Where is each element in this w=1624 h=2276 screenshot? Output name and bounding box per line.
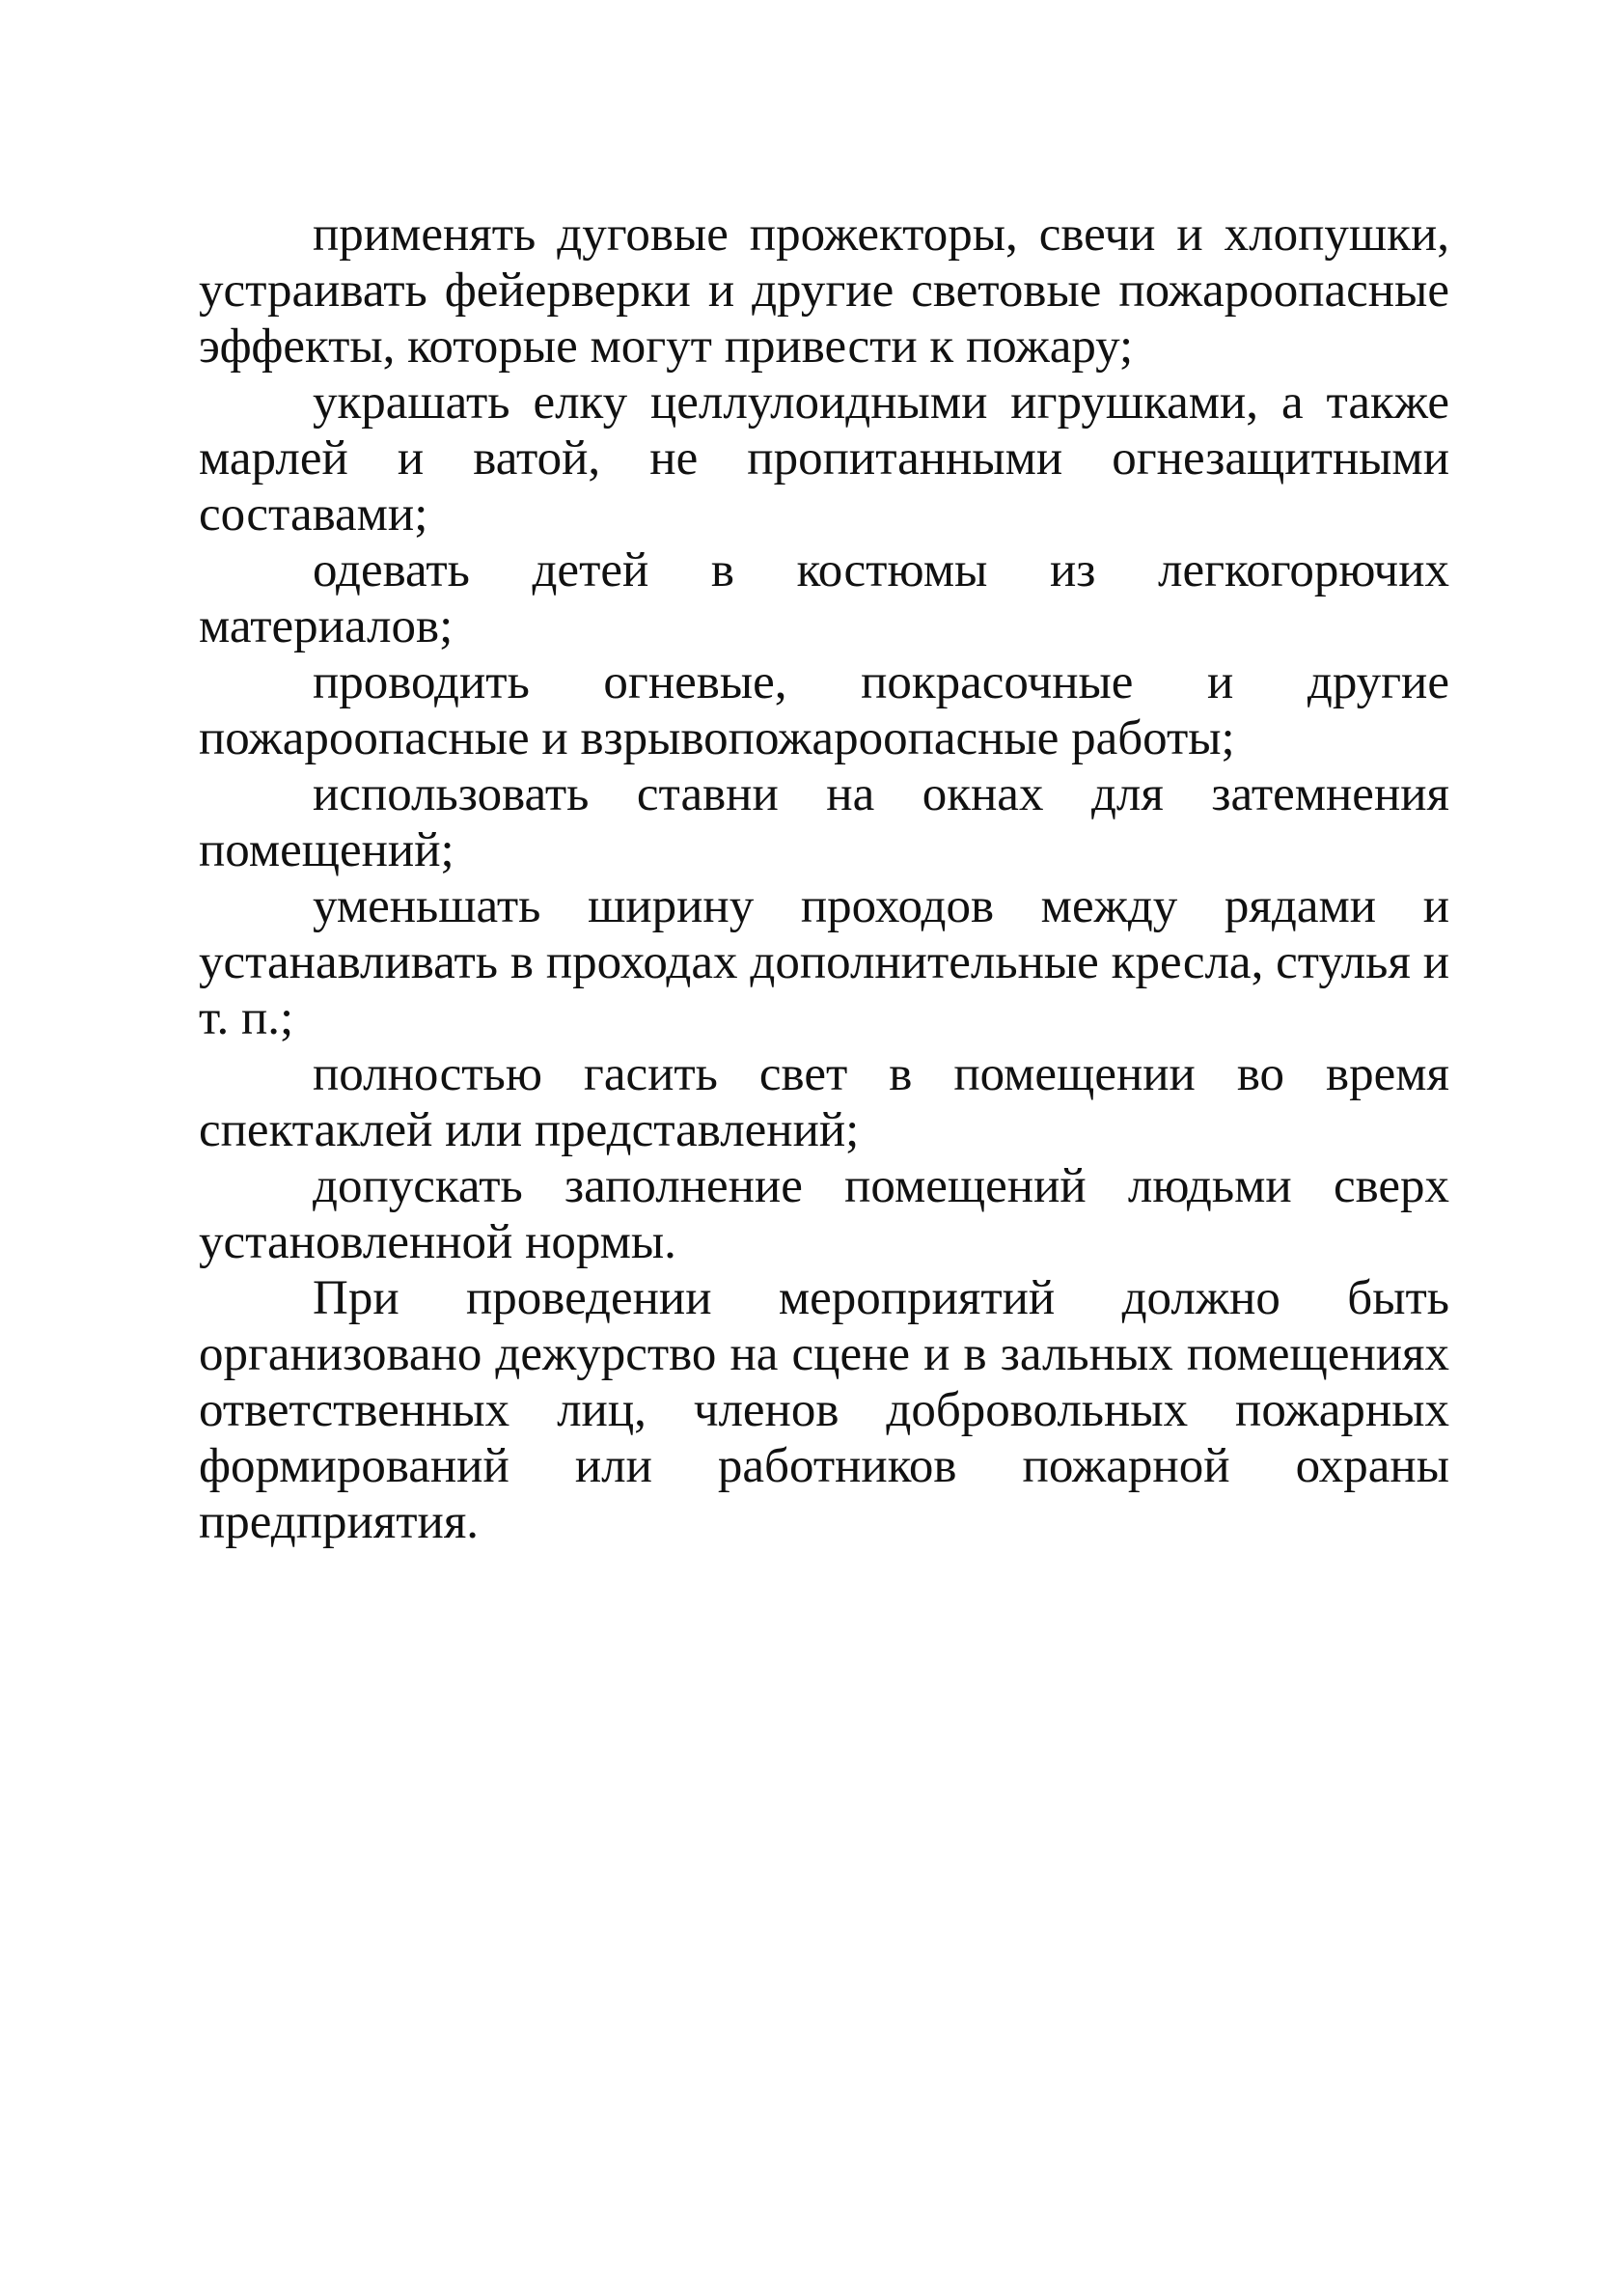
paragraph-hot-work: проводить огневые, покрасочные и другие пожароопасные и взрывопожароопасные работы; <box>199 655 1449 765</box>
paragraph-tree-decorations: украшать елку целлулоидными игрушками, а также марлей и ватой, не пропитанными огнезащитными составами; <box>199 375 1449 541</box>
paragraph-shutters: использовать ставни на окнах для затемнения помещений; <box>199 767 1449 877</box>
paragraph-arc-lights: применять дуговые прожекторы, свечи и хлопушки, устраивать фейерверки и другие световые пожароопасные эффекты, которые могут привести к пожару; <box>199 208 1449 374</box>
paragraph-occupancy: допускать заполнение помещений людьми сверх установленной нормы. <box>199 1159 1449 1269</box>
paragraph-duty: При проведении мероприятий должно быть организовано дежурство на сцене и в зальных помещениях ответственных лиц, членов добровольных пожарных формирований или работников пожарной охраны предприятия. <box>199 1271 1449 1549</box>
paragraph-costumes: одевать детей в костюмы из легкогорючих материалов; <box>199 543 1449 653</box>
paragraph-lights-off: полностью гасить свет в помещении во время спектаклей или представлений; <box>199 1047 1449 1157</box>
paragraph-aisles: уменьшать ширину проходов между рядами и устанавливать в проходах дополнительные кресла, стулья и т. п.; <box>199 879 1449 1045</box>
body-text <box>199 207 1449 1550</box>
